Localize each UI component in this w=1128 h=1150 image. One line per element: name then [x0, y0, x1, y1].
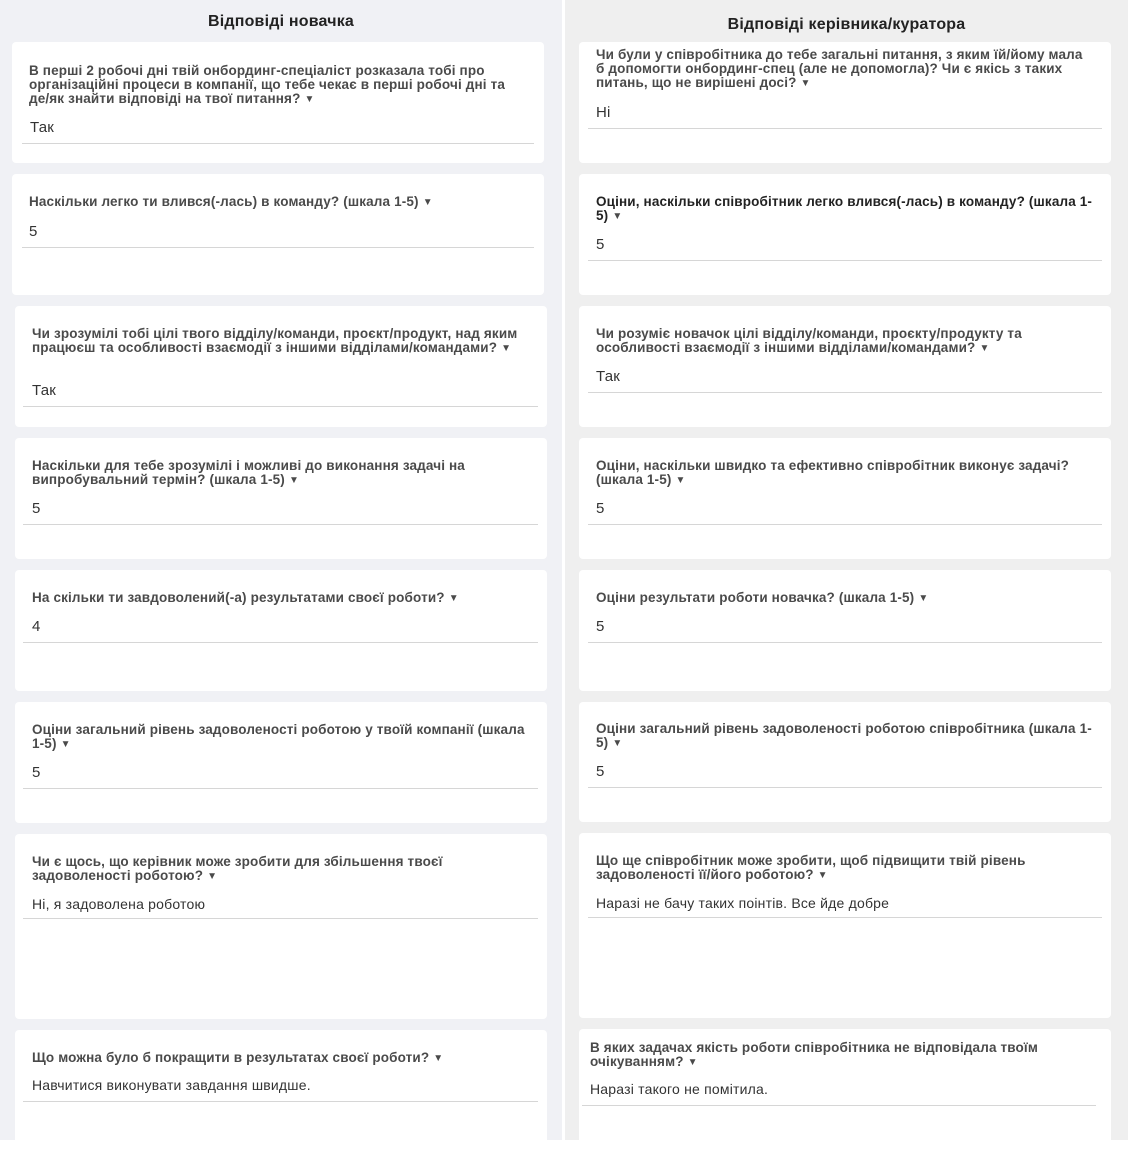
newcomer-answers-column [0, 0, 562, 1140]
divider [23, 406, 538, 407]
divider [23, 788, 538, 789]
answer-text: Ні, я задоволена роботою [32, 896, 206, 912]
dropdown-caret-icon[interactable]: ▼ [817, 870, 828, 881]
mentor-answers-column [565, 0, 1128, 1140]
answer-card [15, 438, 547, 559]
answer-card [15, 834, 547, 1019]
answer-card [579, 306, 1111, 427]
answer-card [15, 702, 547, 823]
answer-card [15, 306, 547, 427]
divider [582, 1105, 1096, 1106]
dropdown-caret-icon[interactable]: ▼ [612, 211, 623, 222]
question-text[interactable]: На скільки ти завдоволений(-а) результатами своєї роботи? ▼ [32, 590, 459, 605]
question-text[interactable]: Наскільки для тебе зрозумілі і можливі до виконання задачі на випробувальний термін? (шкала 1-5) ▼ [32, 458, 465, 487]
answer-card [12, 42, 544, 163]
dropdown-caret-icon[interactable]: ▼ [288, 475, 300, 486]
answer-text: Так [30, 119, 54, 136]
answer-text: 5 [596, 763, 605, 780]
dropdown-caret-icon[interactable]: ▼ [918, 593, 929, 604]
answer-card [579, 438, 1111, 559]
divider [22, 247, 534, 248]
answer-text: 5 [29, 223, 38, 240]
answer-text: Так [32, 382, 56, 399]
answer-text: Навчитися виконувати завдання швидше. [32, 1077, 311, 1093]
question-text[interactable]: Чи були у співробітника до тебе загальні питання, з яким їй/йому мала б допомогти онбординг-спец (але не допомогла)? Чи є якісь з таких питань, що не вирішені досі? ▼ [596, 47, 1083, 90]
divider [588, 524, 1102, 525]
answer-card [579, 174, 1111, 295]
divider [588, 917, 1102, 918]
divider [23, 524, 538, 525]
dropdown-caret-icon[interactable]: ▼ [687, 1057, 698, 1068]
dropdown-caret-icon[interactable]: ▼ [422, 197, 433, 208]
answer-text: 5 [596, 236, 605, 253]
answer-text: 4 [32, 618, 41, 635]
newcomer-answers-header: Відповіді новачка [207, 13, 355, 30]
answer-text: Наразі не бачу таких поінтів. Все йде добре [596, 895, 890, 911]
question-text[interactable]: В яких задачах якість роботи співробітника не відповідала твоїм очікуванням? ▼ [590, 1040, 1039, 1069]
question-text[interactable]: Наскільки легко ти влився(-лась) в команду? (шкала 1-5) ▼ [29, 194, 433, 209]
dropdown-caret-icon[interactable]: ▼ [304, 94, 315, 105]
divider [588, 787, 1102, 788]
answer-card [579, 702, 1111, 822]
answer-text: 5 [596, 500, 605, 517]
dropdown-caret-icon[interactable]: ▼ [501, 343, 512, 354]
divider [23, 1101, 538, 1102]
dropdown-caret-icon[interactable]: ▼ [979, 343, 990, 354]
answer-text: 5 [32, 500, 41, 517]
answer-text: Наразі такого не помітила. [590, 1081, 769, 1097]
question-text[interactable]: Оціни загальний рівень задоволеності роботою у твоїй компанії (шкала 1-5) ▼ [32, 722, 525, 751]
answer-card [12, 174, 544, 295]
question-text[interactable]: Оціни, наскільки швидко та ефективно співробітник виконує задачі? (шкала 1-5) ▼ [596, 458, 1070, 487]
divider [23, 642, 538, 643]
divider [588, 260, 1102, 261]
dropdown-caret-icon[interactable]: ▼ [448, 593, 459, 604]
answer-card [15, 570, 547, 691]
answer-card [579, 1029, 1111, 1150]
dropdown-caret-icon[interactable]: ▼ [433, 1053, 444, 1064]
mentor-answers-header: Відповіді керівника/куратора [727, 16, 966, 33]
question-text[interactable]: Чи зрозумілі тобі цілі твого відділу/команди, проєкт/продукт, над яким працюєш та особливості взаємодії з іншими відділами/командами? ▼ [32, 326, 518, 355]
question-text[interactable]: Оціни, наскільки співробітник легко влився(-лась) в команду? (шкала 1-5) ▼ [596, 194, 1093, 223]
question-text[interactable]: Чи розуміє новачок цілі відділу/команди, проєкту/продукту та особливості взаємодії з іншими відділами/командами? ▼ [596, 326, 1022, 355]
divider [588, 642, 1102, 643]
dropdown-caret-icon[interactable]: ▼ [675, 475, 686, 486]
question-text[interactable]: В перші 2 робочі дні твій онбординг-спеціаліст розказала тобі про організаційні процеси в компанії, що тебе чекає в перші робочі дні та де/як знайти відповіді на твої питання? ▼ [29, 63, 506, 106]
divider [22, 143, 534, 144]
answer-card [579, 833, 1111, 1018]
answer-card [579, 42, 1111, 163]
dropdown-caret-icon[interactable]: ▼ [60, 739, 71, 750]
divider [588, 392, 1102, 393]
answer-card [579, 570, 1111, 691]
divider [23, 918, 538, 919]
question-text[interactable]: Що ще співробітник може зробити, щоб підвищити твій рівень задоволеності її/його роботою? ▼ [596, 853, 1026, 882]
answer-text: Ні [596, 104, 611, 121]
answer-text: 5 [32, 764, 41, 781]
question-text[interactable]: Що можна було б покращити в результатах своєї роботи? ▼ [32, 1050, 444, 1065]
dropdown-caret-icon[interactable]: ▼ [612, 738, 623, 749]
answer-card [15, 1030, 547, 1150]
answer-text: Так [596, 368, 620, 385]
dropdown-caret-icon[interactable]: ▼ [207, 871, 218, 882]
question-text[interactable]: Оціни загальний рівень задоволеності роботою співробітника (шкала 1-5) ▼ [596, 721, 1092, 750]
dropdown-caret-icon[interactable]: ▼ [800, 78, 811, 89]
answer-text: 5 [596, 618, 605, 635]
divider [588, 128, 1102, 129]
question-text[interactable]: Оціни результати роботи новачка? (шкала 1-5) ▼ [596, 590, 929, 605]
question-text[interactable]: Чи є щось, що керівник може зробити для збільшення твоєї задоволеності роботою? ▼ [32, 854, 443, 883]
